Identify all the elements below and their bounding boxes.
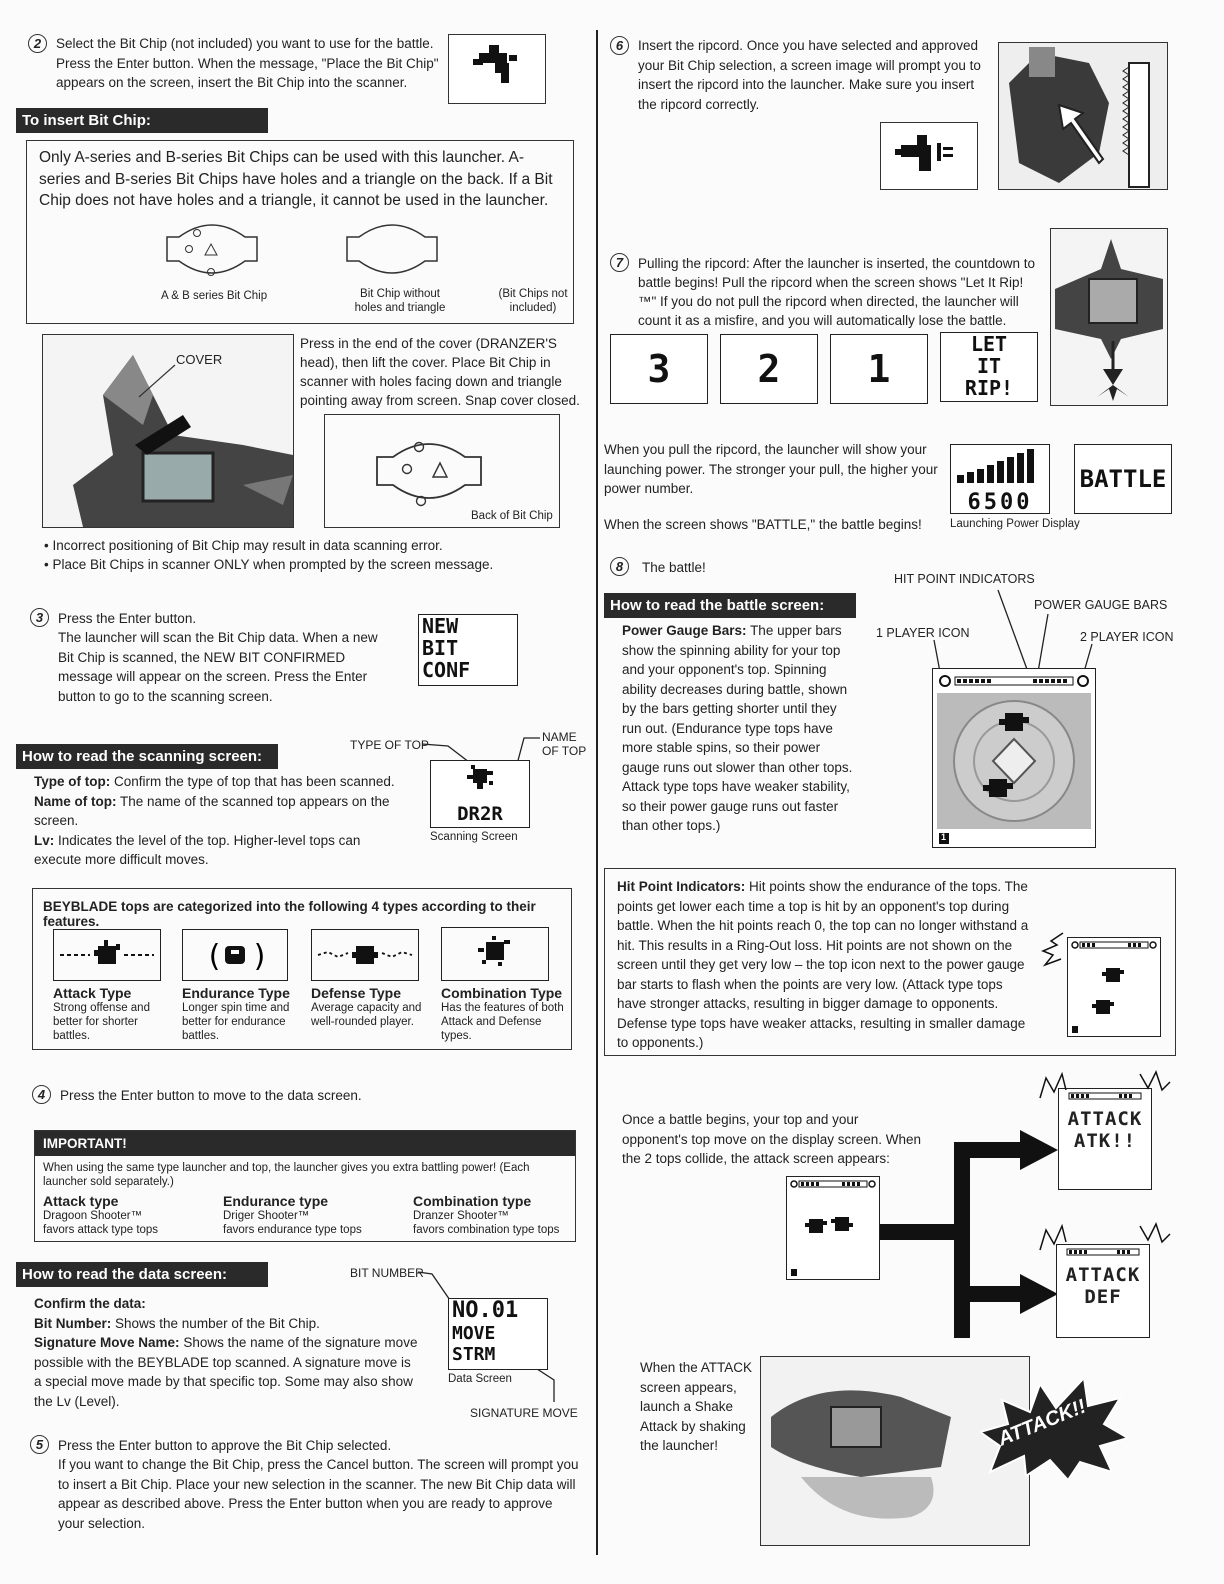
launching-power-screen [950, 444, 1050, 514]
scan-item-name: Name of top: The name of the scanned top appears on the screen. [34, 793, 390, 828]
endurance-type-screen [182, 929, 288, 981]
step4-number: 4 [32, 1085, 51, 1104]
scan-items [34, 772, 404, 870]
battle-screen-header: How to read the battle screen: [604, 593, 856, 618]
def-line2: DEF [1084, 1286, 1122, 1308]
ripcord-insert-image [999, 43, 1167, 189]
collide-text: Once a battle begins, your top and your opponent's top move on the display screen. When the 2 tops collide, the attack screen appears: [622, 1112, 922, 1166]
back-chip-label: Back of Bit Chip [471, 510, 553, 522]
insert-chip-header: To insert Bit Chip: [16, 108, 268, 133]
step5-number: 5 [30, 1435, 49, 1454]
battle-screen-lcd: BATTLE [1074, 444, 1172, 514]
place-chip-screen [448, 34, 546, 104]
back-of-chip-box [324, 414, 560, 528]
important-col-attack: Attack type Dragoon Shooter™ favors attack type tops [43, 1193, 159, 1236]
step3-title: Press the Enter button. [58, 611, 197, 626]
player1-icon-label: 1 PLAYER ICON [876, 626, 970, 640]
lcd-bit: BIT [422, 636, 459, 660]
top-types-title: BEYBLADE tops are categorized into the following 4 types according to their features. [43, 899, 536, 929]
scanning-screen [430, 760, 530, 828]
step6-text: Insert the ripcord. Once you have selected and approved your Bit Chip selection, a screen image will prompt you to insert the ripcord into the launcher. Make sure you insert the ripcord correctly. [638, 38, 981, 112]
data-item-signature: Signature Move Name: Shows the name of the signature move possible with the BEYBLADE top scanned. A signature move is a special move made by that specific top. Some may also show the Lv (Level). [34, 1335, 418, 1409]
chips-not-included-label: (Bit Chips not included) [498, 288, 568, 314]
chip-compat-text: Only A-series and B-series Bit Chips can be used with this launcher. A-series and B-series Bit Chips have holes and a triangle on the back. If a Bit Chip does not have holes and a triangle, it cannot be used in the launcher. [39, 149, 553, 209]
step2-number: 2 [28, 34, 47, 53]
lcd-new: NEW [422, 614, 459, 638]
battle-arena-image [933, 669, 1095, 847]
step3-number: 3 [30, 608, 49, 627]
lcd-bit-number: NO.01 [452, 1298, 519, 1323]
let-it-rip-screen: LET IT RIP! [940, 332, 1038, 402]
type-of-top-label: TYPE OF TOP [350, 738, 429, 752]
collision-screen-image [787, 1177, 879, 1279]
important-col-endurance: Endurance type Driger Shooter™ favors endurance type tops [223, 1193, 362, 1236]
column-divider [596, 30, 598, 1555]
pull-ripcord-photo [1050, 228, 1168, 406]
important-col-combination: Combination type Dranzer Shooter™ favors combination type tops [413, 1193, 560, 1236]
player2-icon-label: 2 PLAYER ICON [1080, 630, 1174, 644]
data-screen [448, 1298, 548, 1370]
new-bit-conf-screen [418, 614, 518, 686]
battle-callout-lines [920, 586, 1100, 676]
data-screen-header: How to read the data screen: [16, 1262, 268, 1287]
attack-branch-arrows [880, 1100, 1060, 1340]
hit-point-screen-image [1068, 938, 1160, 1036]
combination-type-screen [441, 927, 549, 981]
combination-top-icon [431, 761, 529, 799]
plain-chip-icon [337, 217, 447, 287]
chip-compat-box [26, 140, 574, 324]
combination-type-icon [442, 928, 548, 980]
scan-item-type: Type of top: Confirm the type of top that has been scanned. [34, 774, 395, 789]
lcd-conf: CONF [422, 658, 471, 682]
scan-item-lv: Lv: Indicates the level of the top. Higher-level tops can execute more difficult moves. [34, 832, 361, 867]
data-item-bit-number: Bit Number: Shows the number of the Bit Chip. [34, 1315, 320, 1331]
chip-warning-1: • Incorrect positioning of Bit Chip may result in data scanning error. [44, 538, 443, 553]
ripcord-photo [998, 42, 1168, 190]
power-caption: Launching Power Display [950, 518, 1080, 530]
step3-text: The launcher will scan the Bit Chip data. When a new Bit Chip is scanned, the NEW BIT CONFIRMED message will appear on the screen. Press the Enter button to go to the scanning screen. [58, 630, 378, 704]
hit-point-label: HIT POINT INDICATORS [894, 572, 1035, 586]
bit-number-label: BIT NUMBER [350, 1266, 424, 1280]
attack-burst-text: ATTACK!! [995, 1395, 1090, 1451]
power-bars-icon [951, 445, 1049, 487]
ripcord-prompt-screen [880, 122, 978, 190]
scan-top-name: DR2R [457, 803, 503, 825]
launcher-cover-image [43, 335, 293, 527]
countdown-2-screen: 2 [720, 334, 818, 404]
pull-ripcord-image [1051, 229, 1167, 405]
step7-number: 7 [610, 253, 629, 272]
defense-type-icon [312, 930, 418, 980]
data-confirm: Confirm the data: [34, 1296, 146, 1311]
battle-begins-text: When the screen shows "BATTLE," the battle begins! [604, 517, 922, 532]
top-types-box [32, 888, 572, 1050]
chip-prompt-icon [449, 35, 545, 103]
hit-point-desc: Hit Point Indicators: Hit points show the endurance of the tops. The points get lower each time a top is hit by an opponent's top during battle. When the hit points reach 0, the top can no longer withstand a hit. This results in a Ring-Out loss. Hit points are not shown on the screen until they get very low – the top icon next to the power gauge bar starts to flash when the points are very low. (Attack type tops have stronger attacks, resulting in bigger damage to opponents. Defense type tops have weaker attacks, resulting in smaller damage to opponents.) [617, 879, 1029, 1050]
signature-move-label: SIGNATURE MOVE [470, 1406, 578, 1420]
attack-type-screen [53, 929, 161, 981]
cover-instructions: Press in the end of the cover (DRANZER'S head), then lift the cover. Place Bit Chip in scanner with holes facing down and triangle pointing away from screen. Snap cover closed. [300, 336, 580, 408]
important-header: IMPORTANT! [35, 1131, 575, 1156]
chip-warning-2: • Place Bit Chips in scanner ONLY when prompted by the screen message. [44, 557, 494, 572]
lcd-strm: STRM [452, 1344, 496, 1365]
cover-label: COVER [176, 352, 223, 367]
svg-text:): ) [251, 939, 270, 974]
svg-text:(: ( [205, 939, 224, 974]
step6-number: 6 [610, 36, 629, 55]
hit-point-box [604, 868, 1176, 1056]
attack-type-icon [54, 930, 160, 980]
step8-number: 8 [610, 557, 629, 576]
power-text: When you pull the ripcord, the launcher will show your launching power. The stronger your pull, the higher your power number. [604, 442, 938, 496]
attack-type-info: Attack Type Strong offense and better for shorter battles. [53, 985, 150, 1042]
ab-chip-label: A & B series Bit Chip [161, 290, 268, 302]
step5-text: If you want to change the Bit Chip, press the Cancel button. The screen will prompt you to insert a Bit Chip. Place your new selection in the scanner. The new Bit Chip data will appear as described above. Press the Enter button when you are ready to approve your selection. [58, 1457, 579, 1531]
ripcord-prompt-icon [881, 123, 977, 189]
countdown-3-screen: 3 [610, 334, 708, 404]
flash-burst-icon [1039, 931, 1067, 971]
scanning-screen-caption: Scanning Screen [430, 831, 518, 843]
power-value: 6500 [967, 490, 1033, 515]
power-gauge-label: POWER GAUGE BARS [1034, 598, 1168, 612]
plain-chip-label: Bit Chip without holes and triangle [354, 288, 446, 314]
ab-series-chip-icon [157, 217, 267, 287]
atk-line1: ATTACK [1067, 1108, 1143, 1130]
def-line1: ATTACK [1065, 1264, 1141, 1286]
step8-text: The battle! [642, 560, 706, 575]
back-chip-diagram [369, 435, 489, 515]
power-gauge-desc: Power Gauge Bars: The upper bars show the spinning ability for your top and your opponent's top. Spinning ability decreases during battle, shown by the bars getting shorter until they run out. (Endurance type tops have more stable spins, so their power gauge runs out slower than other tops. Attack type tops have weaker stability, so their power gauge runs out faster than other tops.) [622, 623, 853, 833]
important-box [34, 1130, 576, 1242]
data-screen-caption: Data Screen [448, 1373, 512, 1385]
step4-text: Press the Enter button to move to the data screen. [60, 1088, 362, 1103]
def-burst-icons [1036, 1216, 1176, 1256]
important-text: When using the same type launcher and top, the launcher gives you extra battling power! (Each launcher sold separately.) [43, 1162, 530, 1188]
cover-photo [42, 334, 294, 528]
collision-screen [786, 1176, 880, 1280]
endurance-type-icon [183, 930, 287, 980]
battle-screen-num: 1 [941, 832, 947, 842]
shake-attack-text: When the ATTACK screen appears, launch a Shake Attack by shaking the launcher! [640, 1360, 753, 1453]
data-items [34, 1294, 420, 1411]
hit-point-screen [1067, 937, 1161, 1037]
endurance-type-info: Endurance Type Longer spin time and better for endurance battles. [182, 985, 290, 1042]
attack-def-screen [1056, 1244, 1150, 1338]
lcd-move: MOVE [452, 1323, 496, 1344]
step2-text: Select the Bit Chip (not included) you want to use for the battle. Press the Enter button. When the message, "Place the Bit Chip" appears on the screen, insert the Bit Chip into the scanner. [56, 36, 439, 90]
step5-title: Press the Enter button to approve the Bit Chip selected. [58, 1438, 392, 1453]
atk-line2: ATK!! [1073, 1130, 1137, 1152]
combination-type-info: Combination Type Has the features of both Attack and Defense types. [441, 985, 564, 1042]
scanning-screen-header: How to read the scanning screen: [16, 744, 278, 769]
defense-type-info: Defense Type Average capacity and well-rounded player. [311, 985, 422, 1028]
countdown-1-screen: 1 [830, 334, 928, 404]
step7-text: Pulling the ripcord: After the launcher is inserted, the countdown to battle begins! Pull the ripcord when the screen shows "Let It Rip!™" If you do not pull the ripcord when directed, the launcher will count it as a misfire, and you will automatically lose the battle. [638, 256, 1035, 328]
battle-display [932, 668, 1096, 848]
atk-burst-icons [1036, 1068, 1176, 1108]
name-of-top-label: NAME OF TOP [542, 730, 587, 758]
defense-type-screen [311, 929, 419, 981]
